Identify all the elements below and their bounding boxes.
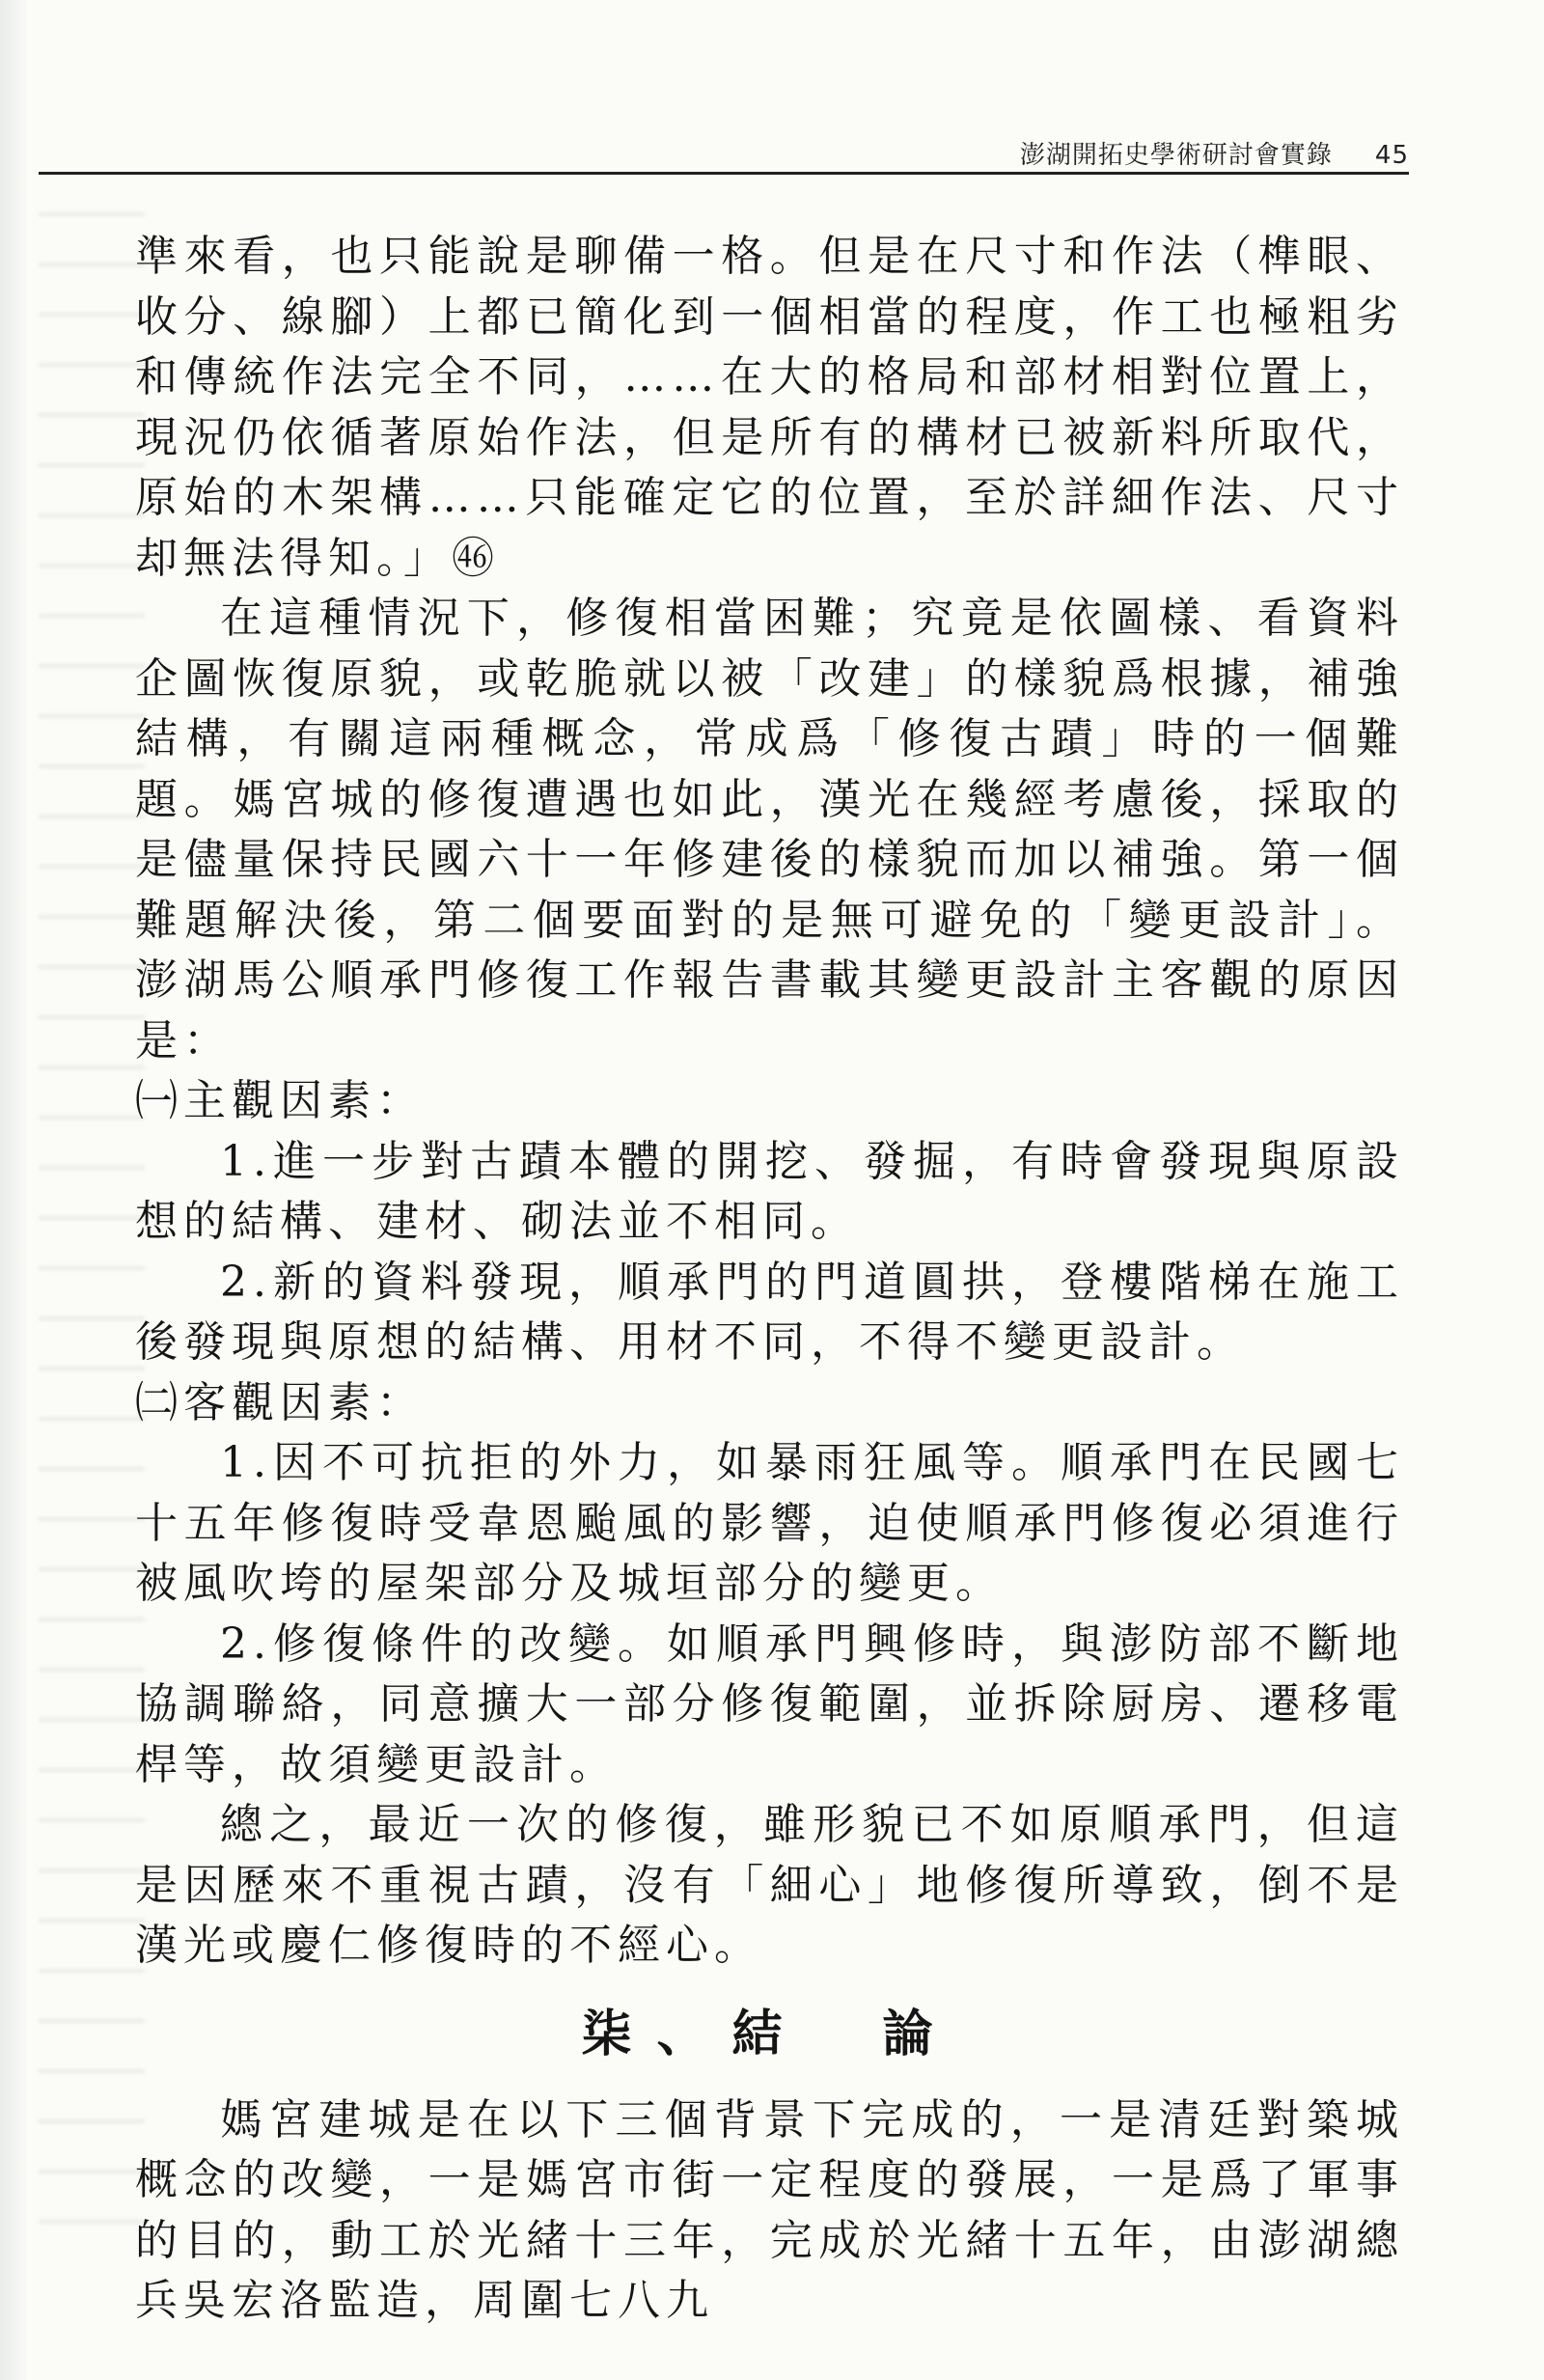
page-edge-shadow: [0, 0, 29, 2380]
show-through-texture: [39, 212, 145, 2239]
running-title: 澎湖開拓史學術研討會實錄: [1019, 141, 1333, 170]
page-number: 45: [1374, 141, 1409, 170]
paragraph-conclusion: 媽宮建城是在以下三個背景下完成的，一是清廷對築城概念的改變，一是媽宮市街一定程度的發展，一是爲了軍事的目的，動工於光緒十三年，完成於光緒十五年，由澎湖總兵吳宏洛監造，周圍七八九: [135, 2094, 1404, 2325]
objective-factor-2: 2.修復條件的改變。如順承門興修時，與澎防部不斷地協調聯絡，同意擴大一部分修復範圍，並拆除厨房、遷移電桿等，故須變更設計。: [135, 1619, 1404, 1789]
paragraph-restoration-difficulty: 在這種情況下，修復相當困難；究竟是依圖樣、看資料企圖恢復原貌，或乾脆就以被「改建」的樣貌爲根據，補強結構，有關這兩種概念，常成爲「修復古蹟」時的一個難題。媽宮城的修復遭遇也如此，漢光在幾經考慮後，採取的是儘量保持民國六十一年修建後的樣貌而加以補強。第一個難題解決後，第二個要面對的是無可避免的「變更設計」。澎湖馬公順承門修復工作報告書載其變更設計主客觀的原因是：: [135, 594, 1404, 1065]
paragraph-summary: 總之，最近一次的修復，雖形貌已不如原順承門，但這是因歷來不重視古蹟，沒有「細心」地修復所導致，倒不是漢光或慶仁修復時的不經心。: [135, 1800, 1404, 1970]
section-title-conclusion: 柒、結 論: [581, 2005, 958, 2063]
subheading-objective-factors: ㈡客觀因素：: [135, 1377, 425, 1427]
subjective-factor-2: 2.新的資料發現，順承門的門道圓拱，登樓階梯在施工後發現與原想的結構、用材不同，不得不變更設計。: [135, 1257, 1404, 1367]
subheading-subjective-factors: ㈠主觀因素：: [135, 1076, 425, 1125]
running-header: [1020, 135, 1409, 171]
paragraph-quote-continuation: 準來看，也只能說是聊備一格。但是在尺寸和作法（榫眼、收分、線腳）上都已簡化到一個相當的程度，作工也極粗劣和傳統作法完全不同，……在大的格局和部材相對位置上，現況仍依循著原始作法，但是所有的構材已被新料所取代，原始的木架構……只能確定它的位置，至於詳細作法、尺寸却無法得知。」㊻: [135, 232, 1404, 583]
page-body: [135, 227, 1404, 2332]
objective-factor-1: 1.因不可抗拒的外力，如暴雨狂風等。順承門在民國七十五年修復時受韋恩颱風的影響，迫使順承門修復必須進行被風吹垮的屋架部分及城垣部分的變更。: [135, 1438, 1404, 1608]
header-rule: [39, 172, 1409, 175]
subjective-factor-1: 1.進一步對古蹟本體的開挖、發掘，有時會發現與原設想的結構、建材、砌法並不相同。: [135, 1136, 1404, 1246]
